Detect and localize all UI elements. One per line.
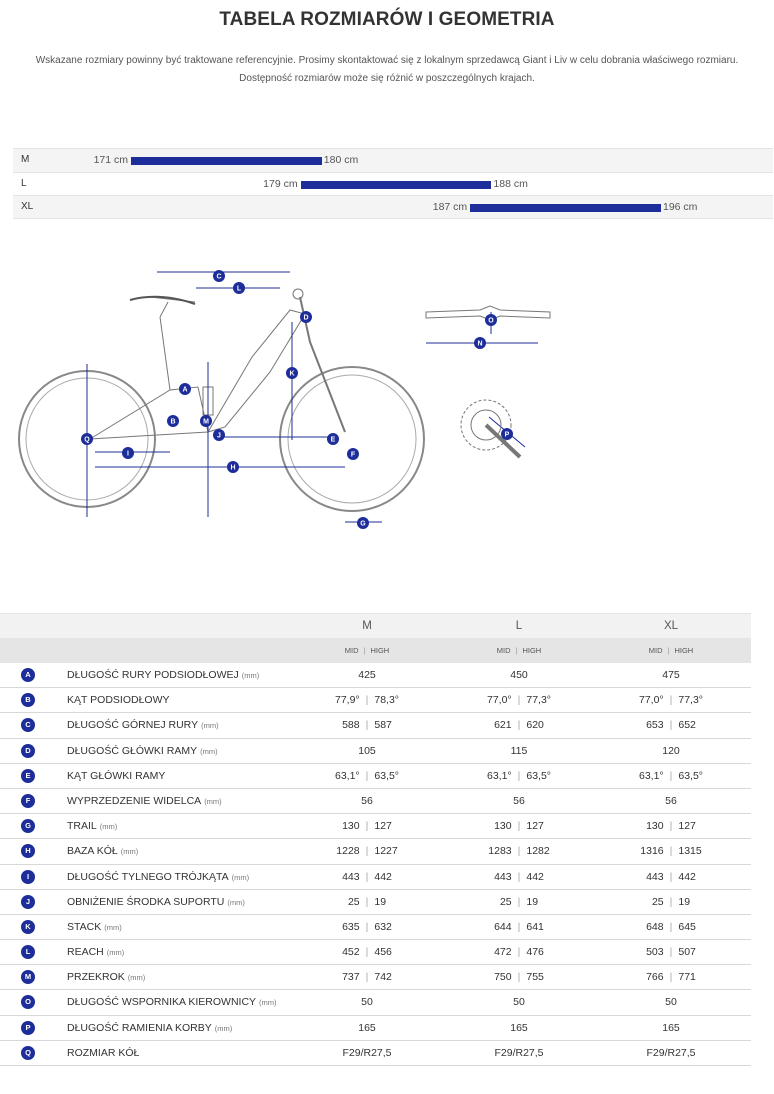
measurement-letter-badge: F <box>21 794 35 808</box>
column-header-xl: XL <box>663 620 679 632</box>
table-body <box>0 663 751 1066</box>
measurement-name <box>67 694 170 706</box>
value-mid: 130 <box>646 820 664 833</box>
value-mid: 443 <box>342 870 360 883</box>
separator: | <box>517 920 521 933</box>
table-row <box>0 915 751 940</box>
measurement-name <box>67 820 117 832</box>
size-max-height: 188 cm <box>493 177 528 190</box>
value-mid: 1283 <box>488 845 512 858</box>
value-xl <box>606 871 736 883</box>
measurement-label: DŁUGOŚĆ WSPORNIKA KIEROWNICY <box>67 996 257 1009</box>
table-row <box>0 990 751 1015</box>
measurement-label: ROZMIAR KÓŁ <box>67 1046 140 1059</box>
value-l: 165 <box>510 1021 528 1034</box>
value-mid: 635 <box>342 920 360 933</box>
value-xl <box>606 820 736 832</box>
measurement-label: KĄT GŁÓWKI RAMY <box>67 769 166 782</box>
high-label: HIGH <box>370 646 390 655</box>
table-row <box>0 814 751 839</box>
table-row <box>0 713 751 738</box>
measurement-unit: (mm) <box>104 922 122 932</box>
value-xl: 50 <box>665 996 677 1009</box>
value-m: 105 <box>358 744 376 757</box>
value-xl: F29/R27,5 <box>646 1046 696 1059</box>
measurement-name <box>67 996 277 1008</box>
value-mid: 63,1° <box>334 769 360 782</box>
value-mid: 63,1° <box>638 769 664 782</box>
mid-high-label <box>317 646 417 655</box>
value-mid: 25 <box>347 895 360 908</box>
separator: | <box>517 694 521 707</box>
separator: | <box>365 769 369 782</box>
size-row-l <box>13 172 773 196</box>
value-xl: 475 <box>662 669 680 681</box>
value-high: 442 <box>678 870 696 883</box>
value-mid: 472 <box>494 946 512 959</box>
size-max-height: 180 cm <box>323 154 359 166</box>
svg-text:E: E <box>330 436 336 444</box>
separator: | <box>365 845 369 858</box>
measurement-label: DŁUGOŚĆ GŁÓWKI RAMY <box>67 744 198 757</box>
measurement-name <box>67 770 165 782</box>
svg-text:F: F <box>350 451 356 459</box>
separator: | <box>517 946 521 959</box>
table-row <box>0 764 751 789</box>
value-mid: 25 <box>651 895 664 908</box>
separator: | <box>517 971 521 984</box>
measurement-name <box>67 1047 139 1059</box>
measurement-letter-badge: H <box>21 844 35 858</box>
measurement-letter-badge: M <box>21 970 35 984</box>
value-l <box>454 896 584 908</box>
value-mid: 503 <box>646 946 664 959</box>
svg-text:C: C <box>216 273 222 281</box>
high-label: HIGH <box>522 646 542 655</box>
size-min-height: 179 cm <box>263 177 298 190</box>
separator: | <box>517 719 521 732</box>
value-m <box>302 946 432 958</box>
separator: | <box>365 694 369 707</box>
size-label: M <box>21 154 30 165</box>
mid-label: MID <box>496 646 511 655</box>
value-high: 63,5° <box>374 769 399 782</box>
measurement-name <box>67 845 138 857</box>
value-mid: 130 <box>342 820 360 833</box>
geometry-diagram <box>10 262 570 547</box>
value-m: 165 <box>358 1021 376 1034</box>
separator: | <box>669 971 673 984</box>
measurement-letter-badge: B <box>21 693 35 707</box>
separator: | <box>669 694 673 707</box>
page-title: TABELA ROZMIARÓW I GEOMETRIA <box>219 9 555 30</box>
value-mid: 1228 <box>336 845 360 858</box>
value-mid: 25 <box>499 895 512 908</box>
separator: | <box>517 845 521 858</box>
measurement-letter-badge: K <box>21 920 35 934</box>
measurement-name <box>67 669 259 681</box>
value-l <box>454 770 584 782</box>
value-m <box>302 971 432 983</box>
measurement-label: DŁUGOŚĆ RAMIENIA KORBY <box>67 1021 212 1034</box>
value-high: 1315 <box>678 845 702 858</box>
disclaimer-line-1: Wskazane rozmiary powinny być traktowane referencyjnie. Prosimy skontaktować się z lokalnym sprzedawcą Giant i Liv w celu dobrania właściwego rozmiaru. <box>35 55 739 66</box>
value-high: 771 <box>678 971 696 984</box>
value-xl <box>606 719 736 731</box>
value-high: 442 <box>374 870 392 883</box>
separator: | <box>363 646 366 655</box>
size-min-height: 171 cm <box>93 154 128 166</box>
svg-text:P: P <box>504 431 510 439</box>
value-high: 652 <box>678 719 696 732</box>
svg-text:K: K <box>289 370 295 378</box>
separator: | <box>517 870 521 883</box>
value-mid: 588 <box>342 719 360 732</box>
size-min-height: 187 cm <box>432 201 468 214</box>
value-m <box>302 896 432 908</box>
size-chart <box>13 148 773 219</box>
separator: | <box>669 895 673 908</box>
measurement-unit: (mm) <box>106 948 125 958</box>
table-row <box>0 839 751 864</box>
svg-text:M: M <box>203 418 209 426</box>
svg-text:Q: Q <box>84 436 90 444</box>
value-high: 442 <box>526 870 544 883</box>
measurement-unit: (mm) <box>241 671 260 680</box>
measurement-name <box>67 871 249 883</box>
separator: | <box>365 946 369 959</box>
value-xl <box>606 845 736 857</box>
value-mid: 130 <box>494 820 512 833</box>
value-xl <box>606 971 736 983</box>
separator: | <box>669 820 673 833</box>
value-m <box>302 845 432 857</box>
table-row <box>0 890 751 915</box>
value-xl: 165 <box>662 1021 680 1034</box>
svg-text:N: N <box>477 340 483 348</box>
separator: | <box>669 870 673 883</box>
value-m: 50 <box>361 996 373 1009</box>
value-high: 127 <box>526 820 544 833</box>
value-high: 645 <box>678 920 696 933</box>
size-label: L <box>21 177 27 189</box>
measurement-label: DŁUGOŚĆ GÓRNEJ RURY <box>67 719 199 732</box>
value-l <box>454 719 584 731</box>
value-high: 19 <box>374 895 387 908</box>
measurement-unit: (mm) <box>204 796 222 806</box>
svg-text:L: L <box>236 285 242 293</box>
value-high: 632 <box>374 920 392 933</box>
separator: | <box>517 895 521 908</box>
table-header <box>0 613 751 638</box>
separator: | <box>669 845 673 858</box>
value-mid: 653 <box>646 719 664 732</box>
front-wheel <box>280 367 424 511</box>
value-xl <box>606 921 736 933</box>
value-xl <box>606 770 736 782</box>
svg-text:J: J <box>217 432 221 440</box>
value-mid: 63,1° <box>486 769 512 782</box>
table-row <box>0 1041 751 1066</box>
measurement-unit: (mm) <box>99 822 118 832</box>
value-l: 56 <box>513 794 525 807</box>
table-row <box>0 1016 751 1041</box>
size-max-height: 196 cm <box>663 201 698 214</box>
table-row <box>0 663 751 688</box>
value-high: 476 <box>526 946 544 959</box>
size-row-m <box>13 148 773 172</box>
measurement-letter-badge: Q <box>21 1046 35 1060</box>
size-range-bar <box>301 181 492 189</box>
value-high: 127 <box>374 820 392 833</box>
value-high: 63,5° <box>678 769 703 782</box>
separator: | <box>517 820 521 833</box>
value-l <box>454 971 584 983</box>
measurement-letter-badge: O <box>21 995 35 1009</box>
separator: | <box>517 769 521 782</box>
value-high: 742 <box>374 971 392 984</box>
separator: | <box>669 946 673 959</box>
svg-text:I: I <box>127 450 129 458</box>
measurement-letter-badge: I <box>21 870 35 884</box>
measurement-name <box>67 946 124 958</box>
measurement-name <box>67 795 222 807</box>
separator: | <box>669 769 673 782</box>
measurement-name <box>67 971 145 983</box>
measurement-label: DŁUGOŚĆ TYLNEGO TRÓJKĄTA <box>67 870 229 883</box>
measurement-unit: (mm) <box>200 746 218 756</box>
value-m <box>302 770 432 782</box>
measurement-name <box>67 921 122 933</box>
measurement-letter-badge: C <box>21 718 35 732</box>
value-mid: 750 <box>494 971 512 984</box>
geometry-table <box>0 613 751 1066</box>
measurement-unit: (mm) <box>214 1023 233 1033</box>
measurement-label: OBNIŻENIE ŚRODKA SUPORTU <box>67 895 225 908</box>
value-high: 507 <box>678 946 696 959</box>
value-high: 77,3° <box>526 694 551 707</box>
measurement-letter-badge: P <box>21 1021 35 1035</box>
separator: | <box>365 895 369 908</box>
value-high: 1227 <box>374 845 398 858</box>
measurement-unit: (mm) <box>127 973 146 983</box>
value-mid: 766 <box>646 971 664 984</box>
measurement-label: TRAIL <box>67 820 97 833</box>
table-row <box>0 940 751 965</box>
value-mid: 737 <box>342 971 360 984</box>
separator: | <box>667 646 670 655</box>
value-m: F29/R27,5 <box>342 1046 392 1059</box>
value-mid: 77,9° <box>334 694 360 707</box>
value-m <box>302 871 432 883</box>
value-xl <box>606 694 736 706</box>
size-range-bar <box>131 157 322 165</box>
svg-text:H: H <box>230 464 236 472</box>
value-high: 1282 <box>526 845 550 858</box>
value-l <box>454 921 584 933</box>
separator: | <box>669 920 673 933</box>
value-l: 50 <box>513 996 525 1009</box>
high-label: HIGH <box>674 646 694 655</box>
measurement-letter-badge: D <box>21 744 35 758</box>
value-l <box>454 946 584 958</box>
measurement-label: DŁUGOŚĆ RURY PODSIODŁOWEJ <box>67 669 239 681</box>
measurement-label: PRZEKROK <box>67 971 125 984</box>
measurement-label: BAZA KÓŁ <box>67 845 118 858</box>
measurement-unit: (mm) <box>120 847 139 857</box>
table-row <box>0 688 751 713</box>
disclaimer-line-2: Dostępność rozmiarów może się różnić w poszczególnych krajach. <box>239 73 535 84</box>
value-high: 587 <box>374 719 392 732</box>
separator: | <box>365 920 369 933</box>
svg-text:G: G <box>360 520 366 528</box>
mid-high-label <box>469 646 569 655</box>
mid-label: MID <box>344 646 359 655</box>
value-mid: 621 <box>494 719 512 732</box>
separator: | <box>669 719 673 732</box>
svg-text:A: A <box>182 386 188 394</box>
measurement-label: KĄT PODSIODŁOWY <box>67 694 170 707</box>
measurement-unit: (mm) <box>259 998 277 1008</box>
value-high: 755 <box>526 971 544 984</box>
separator: | <box>365 719 369 732</box>
size-range-bar <box>470 204 661 212</box>
measurement-name <box>67 719 219 731</box>
value-high: 641 <box>526 920 544 933</box>
value-m <box>302 820 432 832</box>
svg-text:B: B <box>170 418 176 426</box>
value-mid: 443 <box>646 870 664 883</box>
separator: | <box>365 820 369 833</box>
value-l <box>454 820 584 832</box>
measurement-letter-badge: E <box>21 769 35 783</box>
value-high: 78,3° <box>374 694 399 707</box>
svg-text:O: O <box>488 317 494 325</box>
value-mid: 644 <box>494 920 512 933</box>
size-label: XL <box>21 201 34 213</box>
measurement-unit: (mm) <box>201 721 219 731</box>
value-high: 19 <box>678 895 691 908</box>
value-m: 425 <box>358 669 376 681</box>
measurement-label: REACH <box>67 946 104 959</box>
table-row <box>0 739 751 764</box>
measurement-label: WYPRZEDZENIE WIDELCA <box>67 794 202 807</box>
svg-text:D: D <box>303 314 309 322</box>
column-header-l: L <box>515 620 523 632</box>
value-high: 77,3° <box>678 694 703 707</box>
size-row-xl <box>13 195 773 219</box>
measurement-name <box>67 1022 232 1034</box>
table-row <box>0 965 751 990</box>
value-m: 56 <box>361 794 373 807</box>
measurement-unit: (mm) <box>231 872 250 882</box>
value-high: 456 <box>374 946 392 959</box>
value-xl <box>606 946 736 958</box>
value-high: 63,5° <box>526 769 551 782</box>
mid-label: MID <box>648 646 663 655</box>
value-m <box>302 921 432 933</box>
value-l <box>454 845 584 857</box>
table-subheader <box>0 638 751 663</box>
column-header-m: M <box>362 620 372 632</box>
value-l <box>454 871 584 883</box>
separator: | <box>515 646 518 655</box>
value-m <box>302 694 432 706</box>
value-l: 450 <box>510 669 528 681</box>
measurement-letter-badge: J <box>21 895 35 909</box>
measurement-name <box>67 896 245 908</box>
size-disclaimer <box>20 52 754 88</box>
value-l: F29/R27,5 <box>494 1046 544 1059</box>
value-m <box>302 719 432 731</box>
measurement-name <box>67 745 218 757</box>
value-mid: 77,0° <box>638 694 664 707</box>
measurement-label: STACK <box>67 920 102 933</box>
separator: | <box>365 971 369 984</box>
value-l <box>454 694 584 706</box>
value-high: 127 <box>678 820 696 833</box>
value-xl: 120 <box>662 744 680 757</box>
measurement-unit: (mm) <box>227 897 245 907</box>
value-high: 620 <box>526 719 544 732</box>
measurement-letter-badge: A <box>21 668 35 682</box>
value-mid: 648 <box>646 920 664 933</box>
mid-high-label <box>621 646 721 655</box>
value-mid: 452 <box>342 946 360 959</box>
separator: | <box>365 870 369 883</box>
value-high: 19 <box>526 895 539 908</box>
value-mid: 77,0° <box>486 694 512 707</box>
value-mid: 443 <box>494 870 512 883</box>
value-mid: 1316 <box>640 845 664 858</box>
value-xl <box>606 896 736 908</box>
value-l: 115 <box>510 744 528 757</box>
table-row <box>0 865 751 890</box>
measurement-letter-badge: G <box>21 819 35 833</box>
value-xl: 56 <box>665 794 677 807</box>
measurement-letter-badge: L <box>21 945 35 959</box>
table-row <box>0 789 751 814</box>
